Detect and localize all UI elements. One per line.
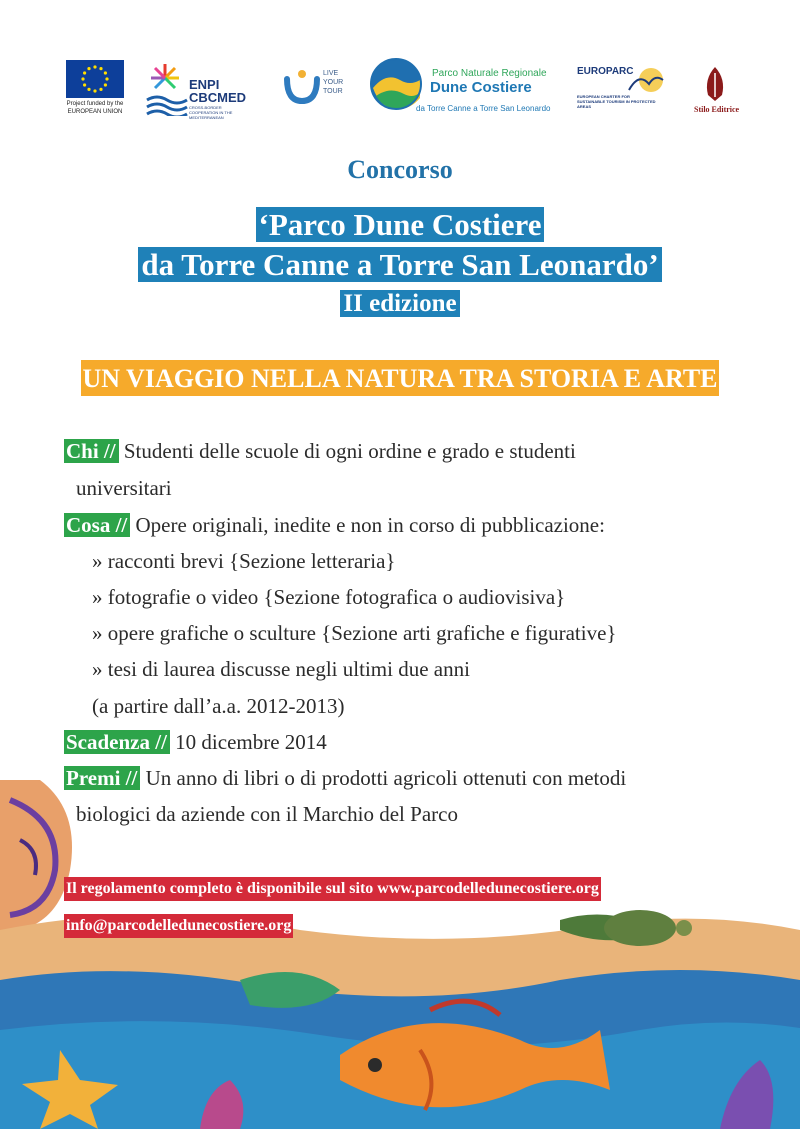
- europarc-logo: [575, 64, 675, 114]
- stilo-text: Stilo Editrice: [694, 105, 740, 114]
- chi-label: Chi //: [64, 439, 119, 463]
- list-item: » opere grafiche o sculture {Sezione arti grafiche e figurative}: [92, 621, 617, 645]
- edition-text: II edizione: [340, 290, 459, 317]
- cosa-text: Opere originali, inedite e non in corso di pubblicazione:: [130, 513, 605, 537]
- stilo-editrice-logo: [694, 65, 744, 115]
- dune-subtitle: Parco Naturale Regionale: [432, 68, 547, 79]
- europarc-text: EUROPARC: [577, 66, 634, 77]
- premi-text-continued: biologici da aziende con il Marchio del Parco: [76, 802, 458, 826]
- email-banner: info@parcodelledunecostiere.org: [64, 914, 293, 938]
- scadenza-text: 10 dicembre 2014: [169, 730, 327, 754]
- chi-text-continued: universitari: [76, 476, 172, 500]
- scadenza-label: Scadenza //: [64, 730, 170, 754]
- list-item: » racconti brevi {Sezione letteraria}: [92, 549, 396, 573]
- premi-label: Premi //: [64, 766, 140, 790]
- scadenza-line: [64, 730, 327, 755]
- list-item: » fotografie o video {Sezione fotografica o audiovisiva}: [92, 585, 566, 609]
- enpi-cbcmed-logo: [145, 60, 247, 120]
- eu-caption: Project funded by the EUROPEAN UNION: [66, 101, 124, 115]
- list-item-note: (a partire dall’a.a. 2012-2013): [92, 694, 345, 718]
- europarc-charter-text: EUROPEAN CHARTER FOR SUSTAINABLE TOURISM IN PROTECTED AREAS: [577, 94, 656, 109]
- enpi-text: ENPI: [189, 77, 220, 92]
- eu-flag-logo: [66, 60, 124, 98]
- cosa-line: [64, 513, 605, 538]
- title-line-1-text: ‘Parco Dune Costiere: [256, 207, 545, 242]
- chi-line: [64, 439, 576, 464]
- dune-costiere-logo: [370, 58, 560, 118]
- title-line-2: [0, 246, 800, 284]
- concorso-heading: Concorso: [347, 155, 453, 184]
- dune-location: da Torre Canne a Torre San Leonardo: [416, 104, 551, 113]
- title-line-2-text: da Torre Canne a Torre San Leonardo’: [138, 247, 661, 282]
- chi-text: Studenti delle scuole di ogni ordine e grado e studenti: [118, 439, 576, 463]
- regolamento-banner: Il regolamento completo è disponibile sul sito www.parcodelledunecostiere.org: [64, 877, 601, 901]
- list-item: » tesi di laurea discusse negli ultimi due anni: [92, 657, 470, 681]
- title-line-1: [0, 206, 800, 244]
- live-your-tour-text: LIVE YOUR TOUR: [323, 70, 344, 95]
- premi-text: Un anno di libri o di prodotti agricoli ottenuti con metodi: [140, 766, 627, 790]
- enpi-subtext: CROSS-BORDER COOPERATION IN THE MEDITERRANEAN: [189, 105, 233, 120]
- dune-title: Dune Costiere: [430, 79, 532, 96]
- cbcmed-text: CBCMED: [189, 90, 247, 105]
- live-your-tour-logo: [283, 67, 343, 109]
- edition-line: [0, 287, 800, 321]
- subtitle-banner: UN VIAGGIO NELLA NATURA TRA STORIA E ARTE: [81, 360, 719, 396]
- cosa-label: Cosa //: [64, 513, 130, 537]
- logo-bar: [0, 0, 800, 130]
- painting-artwork: [0, 780, 800, 1129]
